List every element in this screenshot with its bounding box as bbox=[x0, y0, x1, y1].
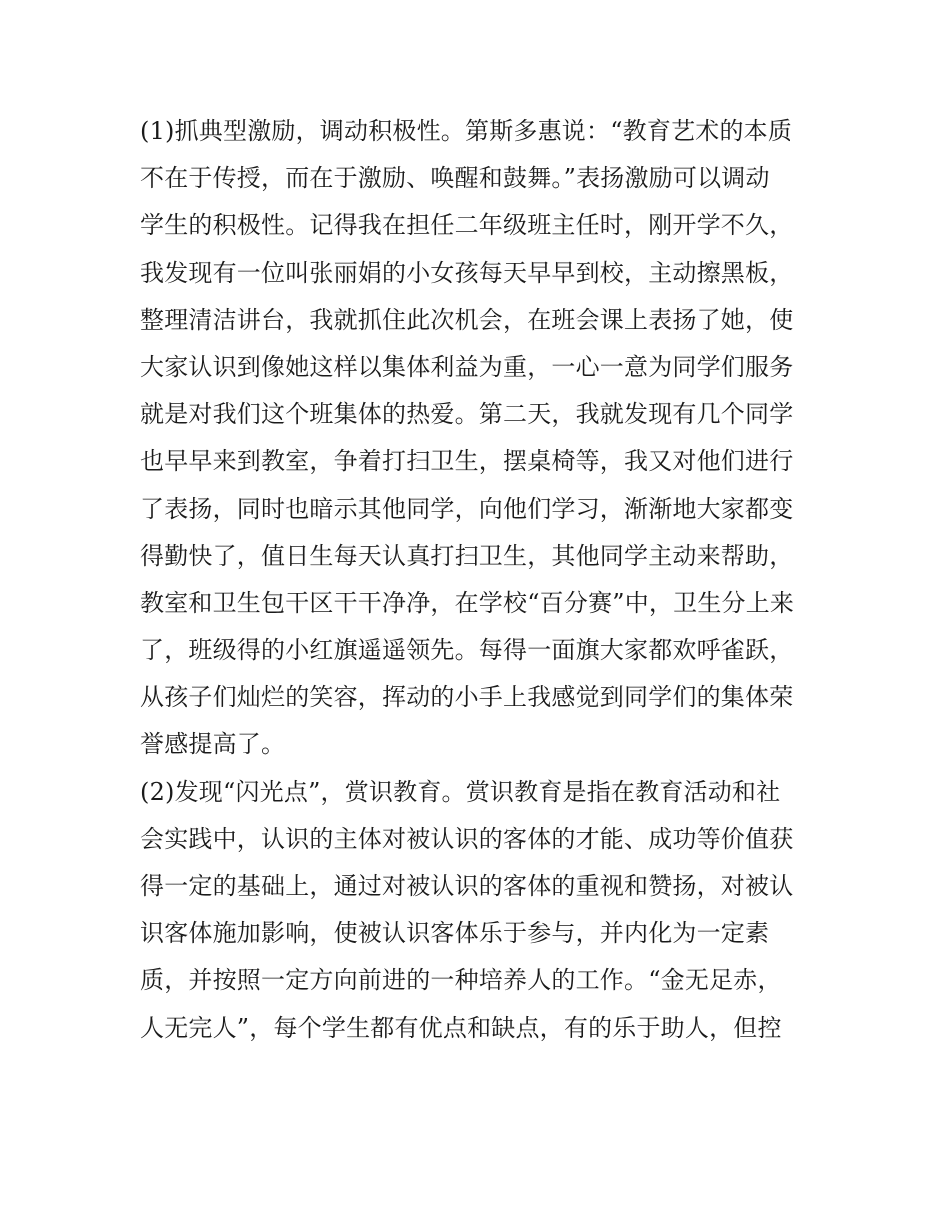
body-text bbox=[140, 108, 830, 1052]
text-line: 就是对我们这个班集体的热爱。第二天，我就发现有几个同学 bbox=[140, 400, 794, 429]
text-line: 也早早来到教室，争着打扫卫生，摆桌椅等，我又对他们进行 bbox=[140, 447, 794, 476]
text-line: 识客体施加影响，使被认识客体乐于参与，并内化为一定素 bbox=[140, 919, 770, 948]
text-line: 从孩子们灿烂的笑容，挥动的小手上我感觉到同学们的集体荣 bbox=[140, 683, 794, 712]
text-line: 我发现有一位叫张丽娟的小女孩每天早早到校，主动擦黑板， bbox=[140, 258, 794, 287]
text-line: 得一定的基础上，通过对被认识的客体的重视和赞扬，对被认 bbox=[140, 872, 794, 900]
text-line: 得勤快了，值日生每天认真打扫卫生，其他同学主动来帮助， bbox=[140, 541, 794, 570]
text-line: 教室和卫生包干区干干净净，在学校“百分赛”中，卫生分上来 bbox=[140, 588, 795, 617]
text-line: 会实践中，认识的主体对被认识的客体的才能、成功等价值获 bbox=[140, 824, 794, 853]
text-line: (1)抓典型激励，调动积极性。第斯多惠说：“教育艺术的本质 bbox=[140, 117, 793, 145]
text-line: 质，并按照一定方向前进的一种培养人的工作。“金无足赤， bbox=[140, 966, 782, 995]
text-line: 不在于传授，而在于激励、唤醒和鼓舞。”表扬激励可以调动 bbox=[140, 164, 770, 193]
text-line: 人无完人”，每个学生都有优点和缺点，有的乐于助人，但控 bbox=[140, 1013, 782, 1042]
text-line: 整理清洁讲台，我就抓住此次机会，在班会课上表扬了她，使 bbox=[140, 305, 794, 334]
text-line: (2)发现“闪光点”，赏识教育。赏识教育是指在教育活动和社 bbox=[140, 777, 781, 806]
text-line: 学生的积极性。记得我在担任二年级班主任时，刚开学不久， bbox=[140, 211, 794, 240]
text-line: 了表扬，同时也暗示其他同学，向他们学习，渐渐地大家都变 bbox=[140, 494, 794, 523]
text-line: 了，班级得的小红旗遥遥领先。每得一面旗大家都欢呼雀跃， bbox=[140, 636, 794, 665]
text-line: 誉感提高了。 bbox=[140, 730, 286, 759]
text-line: 大家认识到像她这样以集体利益为重，一心一意为同学们服务 bbox=[140, 352, 794, 381]
